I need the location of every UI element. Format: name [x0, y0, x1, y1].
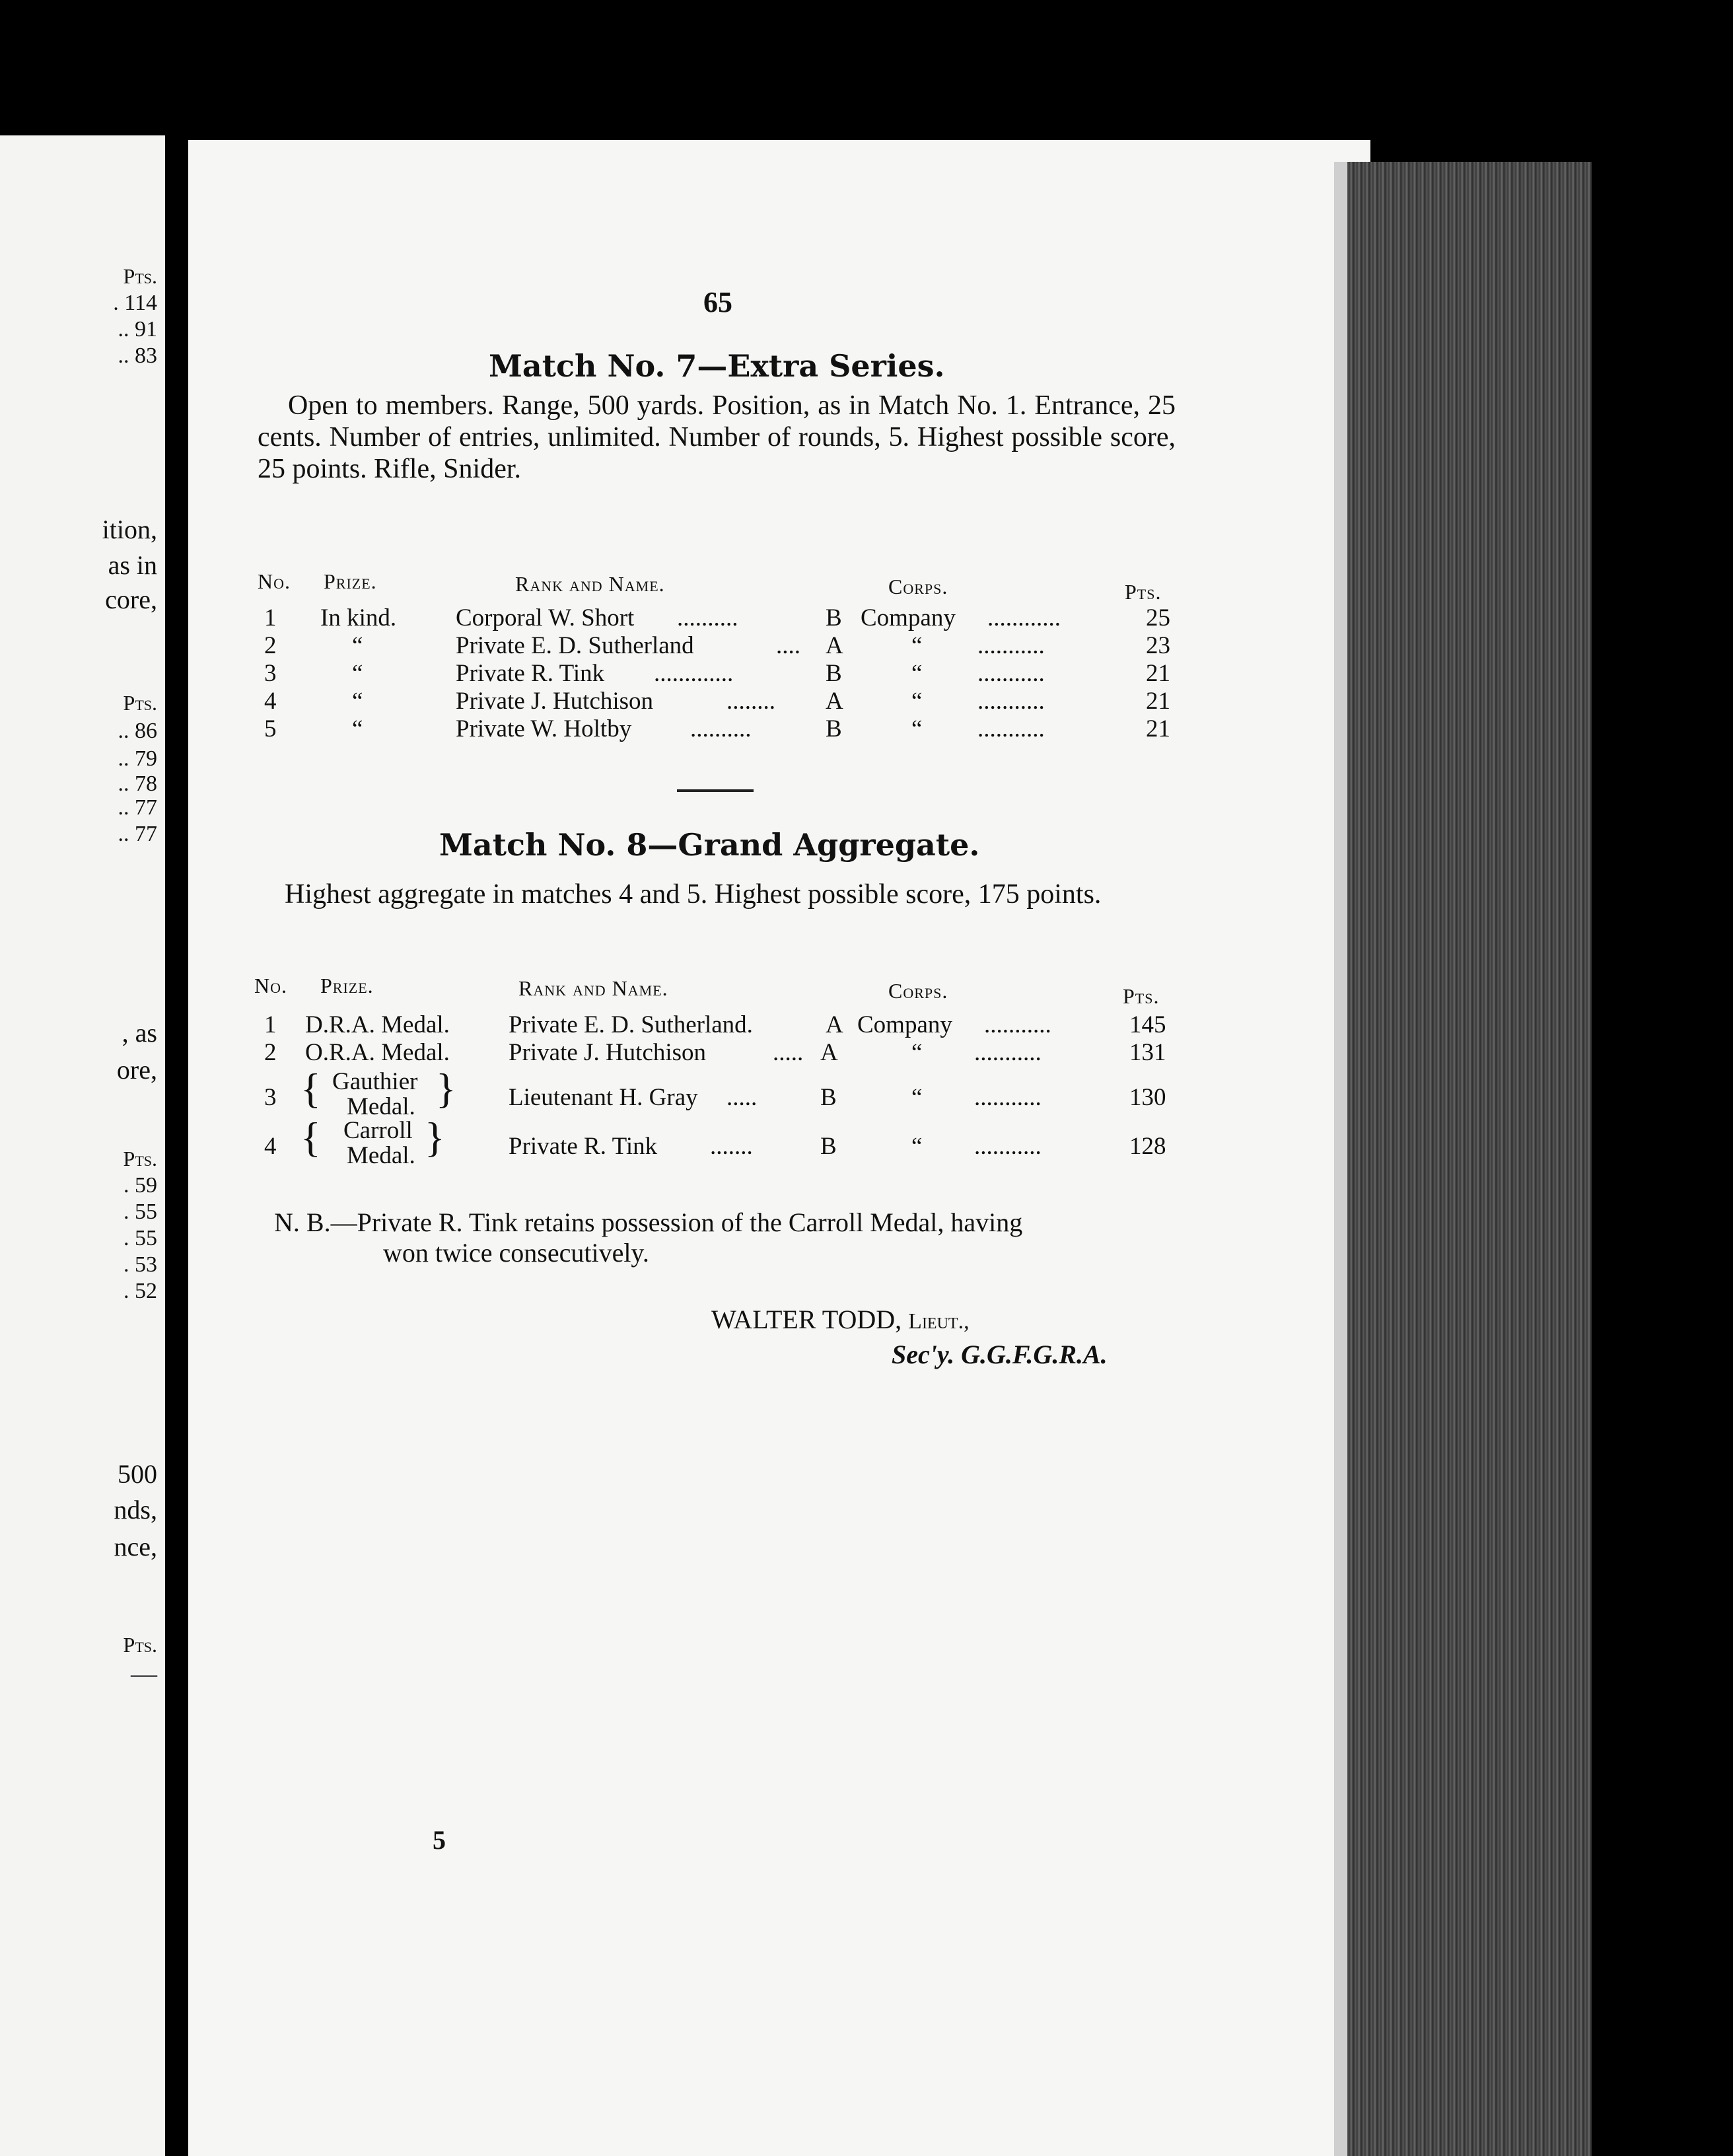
nota-bene	[274, 1207, 1159, 1268]
row-corps-leader: ...........	[974, 1133, 1042, 1160]
row-points: 145	[1129, 1011, 1166, 1038]
row-prize-line: Gauthier	[332, 1068, 418, 1095]
left-page-fragment-text: .. 78	[118, 772, 157, 796]
row-corps-leader: ...........	[977, 688, 1045, 715]
row-name-leader: ..........	[690, 715, 752, 742]
signature-name	[711, 1304, 970, 1335]
left-page-fragment-text: nce,	[114, 1532, 157, 1562]
row-no: 2	[264, 1039, 277, 1066]
book-page	[188, 140, 1370, 2156]
col-header-no: No.	[254, 974, 287, 997]
book-fore-edge	[1347, 162, 1592, 2156]
row-corps-leader: ...........	[974, 1084, 1042, 1111]
row-corps: Company	[861, 604, 956, 631]
row-name-leader: .......	[710, 1133, 753, 1160]
col-header-rank-name: Rank and Name.	[518, 976, 668, 1000]
left-page-fragment-text: . 59	[124, 1173, 157, 1198]
row-company: A	[826, 688, 843, 715]
brace-left-icon: {	[301, 1114, 321, 1161]
row-no: 3	[264, 660, 277, 687]
col-header-corps: Corps.	[888, 979, 948, 1003]
row-prize: “	[352, 660, 363, 687]
left-page-fragment-text: .. 77	[118, 822, 157, 846]
row-corps: “	[911, 688, 923, 715]
row-name: Lieutenant H. Gray	[509, 1084, 698, 1111]
row-company: B	[826, 715, 842, 742]
row-name-leader: ........	[726, 688, 775, 715]
row-company: A	[826, 632, 843, 659]
left-page-fragment-text: Pts.	[123, 1147, 157, 1170]
row-company: B	[826, 660, 842, 687]
row-name-leader: ..........	[677, 604, 738, 631]
row-corps-leader: ...........	[974, 1039, 1042, 1066]
row-name-leader: .............	[654, 660, 734, 687]
row-name: Private W. Holtby	[456, 715, 632, 742]
row-corps: Company	[857, 1011, 952, 1038]
sheet-number: 5	[433, 1825, 446, 1855]
row-name: Private E. D. Sutherland	[456, 632, 694, 659]
col-header-pts: Pts.	[1125, 580, 1162, 604]
left-page-fragment-text: . 55	[124, 1200, 157, 1224]
row-name-leader: ....	[776, 632, 800, 659]
left-page-fragment-text: .. 77	[118, 795, 157, 820]
signature-person: WALTER TODD,	[711, 1305, 902, 1334]
row-no: 4	[264, 688, 277, 715]
note-line-2: won twice consecutively.	[383, 1238, 649, 1268]
brace-left-icon: {	[301, 1065, 321, 1112]
match-7-description: Open to members. Range, 500 yards. Position, as in Match No. 1. Entrance, 25 cents. Number of entries, unlimited. Number of rounds, 5. Highest possible score, 25 points. Rifle, Snider.	[258, 390, 1176, 484]
row-corps: “	[911, 1133, 923, 1160]
left-page-fragment-text: . 52	[124, 1279, 157, 1303]
left-page-fragment-text: Pts.	[123, 1633, 157, 1657]
col-header-prize: Prize.	[324, 569, 377, 593]
match-8-description: Highest aggregate in matches 4 and 5. Highest possible score, 175 points.	[285, 879, 1102, 910]
row-name: Private J. Hutchison	[456, 688, 654, 715]
row-name: Private R. Tink	[456, 660, 605, 687]
left-page-fragment-text: . 114	[113, 291, 157, 315]
row-no: 2	[264, 632, 277, 659]
row-corps: “	[911, 632, 923, 659]
row-no: 3	[264, 1084, 277, 1111]
row-prize: “	[352, 688, 363, 715]
left-page-fragment-text: ition,	[102, 515, 157, 544]
row-company: B	[820, 1084, 837, 1111]
left-page-fragment-text: as in	[108, 550, 157, 580]
row-prize: “	[352, 632, 363, 659]
row-prize-line: Carroll	[343, 1117, 413, 1144]
left-page-fragment-text: , as	[122, 1018, 157, 1048]
left-page-fragment-text: .. 79	[118, 746, 157, 771]
col-header-pts: Pts.	[1123, 984, 1160, 1008]
row-prize-line: Medal.	[347, 1142, 415, 1169]
row-name: Private R. Tink	[509, 1133, 658, 1160]
row-points: 23	[1146, 632, 1170, 659]
row-corps-leader: ...........	[977, 632, 1045, 659]
left-page-fragment-text: —	[131, 1659, 157, 1688]
row-no: 1	[264, 1011, 277, 1038]
row-prize: D.R.A. Medal.	[305, 1011, 450, 1038]
row-name-leader: .....	[773, 1039, 804, 1066]
brace-right-icon: }	[436, 1065, 456, 1112]
row-corps: “	[911, 1084, 923, 1111]
row-corps-leader: ............	[987, 604, 1061, 631]
row-corps-leader: ...........	[977, 715, 1045, 742]
row-name-leader: .....	[726, 1084, 758, 1111]
col-header-corps: Corps.	[888, 575, 948, 598]
left-page-fragment-text: Pts.	[123, 691, 157, 715]
left-page-fragment-text: core,	[105, 585, 157, 614]
left-page-fragment-text: .. 86	[118, 719, 157, 743]
left-page-fragment-text: .. 91	[118, 317, 157, 341]
col-header-prize: Prize.	[320, 974, 374, 997]
row-points: 128	[1129, 1133, 1166, 1160]
left-page-fragment-text: ore,	[116, 1055, 157, 1085]
row-points: 21	[1146, 688, 1170, 715]
match-8-title: Match No. 8—Grand Aggregate.	[439, 827, 980, 863]
row-points: 21	[1146, 660, 1170, 687]
row-company: A	[826, 1011, 843, 1038]
row-corps-leader: ...........	[977, 660, 1045, 687]
row-corps-leader: ...........	[984, 1011, 1051, 1038]
left-page-fragment-text: nds,	[114, 1495, 157, 1525]
row-prize: “	[352, 715, 363, 742]
row-corps: “	[911, 1039, 923, 1066]
row-no: 5	[264, 715, 277, 742]
row-points: 131	[1129, 1039, 1166, 1066]
col-header-no: No.	[258, 569, 291, 593]
section-divider	[677, 789, 754, 792]
row-no: 1	[264, 604, 277, 631]
brace-right-icon: }	[425, 1114, 445, 1161]
row-name: Private J. Hutchison	[509, 1039, 707, 1066]
row-prize: O.R.A. Medal.	[305, 1039, 450, 1066]
row-points: 25	[1146, 604, 1170, 631]
signature-rank: Lieut.,	[908, 1309, 970, 1334]
row-corps: “	[911, 660, 923, 687]
left-page-fragment	[0, 135, 165, 2156]
col-header-rank-name: Rank and Name.	[515, 572, 665, 596]
signature-title: Sec'y. G.G.F.G.R.A.	[892, 1340, 1108, 1369]
row-company: B	[826, 604, 842, 631]
left-page-fragment-text: . 53	[124, 1252, 157, 1277]
left-page-fragment-text: Pts.	[123, 264, 157, 288]
row-company: A	[820, 1039, 838, 1066]
row-company: B	[820, 1133, 837, 1160]
row-name: Corporal W. Short	[456, 604, 635, 631]
left-page-fragment-text: .. 83	[118, 343, 157, 368]
page-number: 65	[703, 286, 732, 318]
left-page-fragment-text: . 55	[124, 1226, 157, 1250]
row-corps: “	[911, 715, 923, 742]
match-7-title: Match No. 7—Extra Series.	[489, 348, 945, 384]
row-name: Private E. D. Sutherland.	[509, 1011, 753, 1038]
note-line-1: N. B.—Private R. Tink retains possession of the Carroll Medal, having	[274, 1207, 1023, 1237]
row-prize: In kind.	[320, 604, 397, 631]
row-no: 4	[264, 1133, 277, 1160]
row-points: 21	[1146, 715, 1170, 742]
left-page-fragment-text: 500	[118, 1459, 157, 1489]
row-points: 130	[1129, 1084, 1166, 1111]
row-prize-line: Medal.	[347, 1093, 415, 1120]
